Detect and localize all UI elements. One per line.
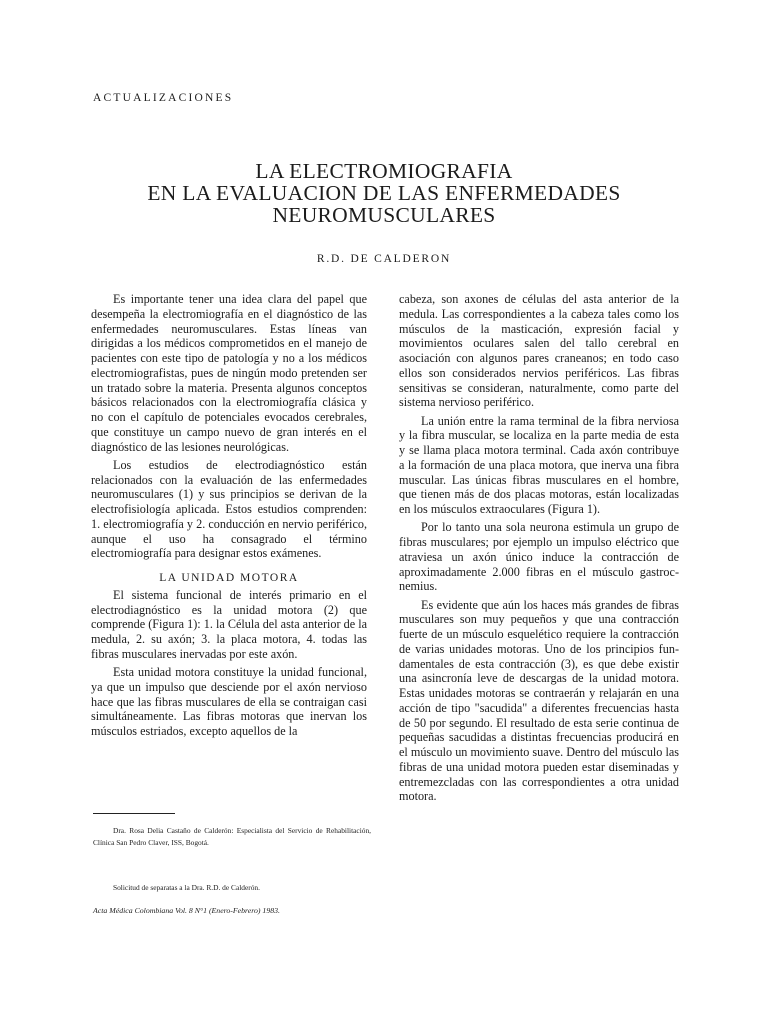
right-column bbox=[399, 292, 679, 808]
section-heading: LA UNIDAD MOTORA bbox=[159, 572, 299, 584]
section-label: ACTUALIZACIONES bbox=[93, 92, 234, 104]
paragraph: Por lo tanto una sola neurona estimula un grupo de fibras musculares; por ejemplo un impulso eléctrico que atraviesa un axón único induce la contracción de aproximadamente 2.000 fibras en el músculo gastrocnemius. bbox=[399, 520, 679, 594]
title-line-2: EN LA EVALUACION DE LAS ENFERMEDADES bbox=[147, 181, 621, 205]
title-line-1: LA ELECTROMIOGRAFIA bbox=[255, 159, 513, 183]
paragraph: Es evidente que aún los haces más grandes de fibras musculares son muy pequeños y que una contracción fuerte de un músculo esquelético requiere la contracción de varias unidades motoras. Uno de los principios fundamentales de esta contracción (3), es que debe existir una asincronía leve de descargas de la unidad motora. Estas unidades motoras se contraerán y relajarán en una acción de tipo "sacudida" a diferentes frecuencias hasta de 50 por segundo. El resultado de esta serie continua de pequeñas sacudidas a distintas frecuencias producirá en el músculo un movimiento suave. Dentro del músculo las fibras de una unidad motora pueden estar diseminadas y entremezcladas con las correspondientes a otra unidad motora. bbox=[399, 597, 679, 804]
author-byline: R.D. DE CALDERON bbox=[316, 253, 452, 265]
footnote-reprints: Solicitud de separatas a la Dra. R.D. de Calderón. bbox=[113, 883, 260, 892]
paragraph: La unión entre la rama terminal de la fibra nerviosa y la fibra muscular, se localiza en la parte media de esta y se llama placa motora terminal. Cada axón contribuye a la formación de una placa motora, que inerva una fibra muscular. Las únicas fibras musculares en el hombre, que tienen más de dos placas motoras, están localizadas en los músculos extraoculares (Figura 1). bbox=[399, 413, 679, 516]
article-title bbox=[0, 160, 768, 226]
paragraph: Es importante tener una idea clara del papel que desempeña la electromiografía en el diagnóstico de las enfermedades neuromusculares. Estas líneas van dirigidas a los médicos comprometidos en el manejo de pacientes con este tipo de patología y no a los médicos electromiografistas, pues de ningún modo pretenden ser un tratado sobre la materia. Presenta algunos conceptos básicos relacionados con la electromiografía clásica y no con el capítulo de potenciales evocados cerebrales, que constituye un campo nuevo de gran interés en el diagnóstico de las lesiones neurológicas. bbox=[91, 292, 367, 454]
paragraph: El sistema funcional de interés primario en el electrodiagnóstico es la unidad motora (2) que comprende (Figura 1): 1. la Célula del asta anterior de la medula, 2. su axón; 3. la placa motora, 4. todas las fibras musculares inervadas por este axón. bbox=[91, 587, 367, 661]
footnote-affiliation: Dra. Rosa Delia Castaño de Calderón: Especialista del Servicio de Rehabilitación, Clínica San Pedro Claver, ISS, Bogotá. bbox=[93, 826, 371, 847]
left-column bbox=[91, 292, 367, 742]
paragraph: cabeza, son axones de células del asta anterior de la medula. Las correspondientes a la cabeza tales como los músculos de la masticación, expresión facial y movimientos oculares salen del tallo cerebral en asociación con algunos pares craneanos; en todo caso ellos son considerados nervios periféricos. Las fibras sensitivas se consideran, naturalmente, como parte del sistema nervioso periférico. bbox=[399, 292, 679, 410]
paragraph: Los estudios de electrodiagnóstico están relacionados con la evaluación de las enfermedades neuromusculares (1) y sus principios se derivan de la electrofisiología aplicada. Estos estudios comprenden: 1. electromiografía y 2. conducción en nervio periférico, aunque el uso ha consagrado el término electromiografía para designar estos exámenes. bbox=[91, 457, 367, 561]
footnote-divider bbox=[93, 813, 175, 814]
journal-citation: Acta Médica Colombiana Vol. 8 N°1 (Enero-Febrero) 1983. bbox=[93, 906, 280, 915]
title-line-3: NEUROMUSCULARES bbox=[272, 203, 496, 227]
paragraph: Esta unidad motora constituye la unidad funcional, ya que un impulso que desciende por el axón nervioso hace que las fibras musculares de ella se contraigan casi simultáneamente. Las fibras motoras que inervan los músculos estriados, excepto aquellos de la bbox=[91, 665, 367, 738]
